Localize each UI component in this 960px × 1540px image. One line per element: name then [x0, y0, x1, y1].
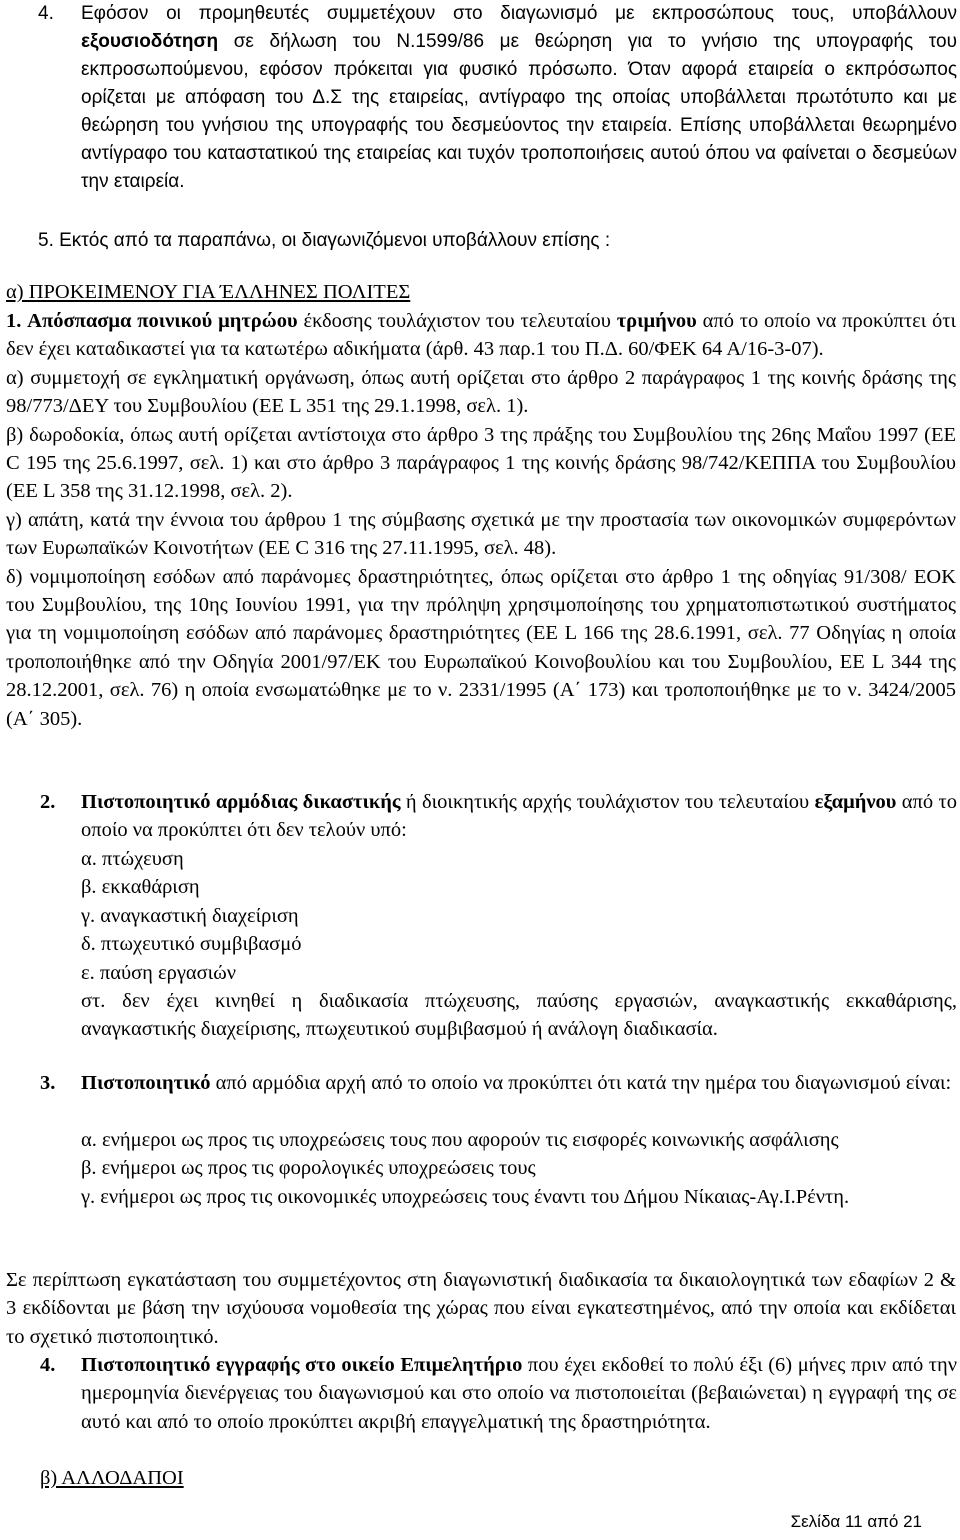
list-item: α. ενήμεροι ως προς τις υποχρεώσεις τους που αφορούν τις εισφορές κοινωνικής ασφάλισης — [81, 1129, 839, 1151]
certificate-2-text-b: από το οποίο να προκύπτει ότι δεν τελούν υπό: — [81, 791, 958, 842]
certificate-3-list — [81, 1126, 957, 1211]
certificate-3-text-a: από αρμόδια αρχή από το οποίο να προκύπτει ότι κατά την ημέρα του διαγωνισμού είναι: — [210, 1072, 952, 1094]
certificate-1-text-b: από το οποίο να προκύπτει ότι δεν έχει καταδικαστεί για τα κατωτέρω αδικήματα (άρθ. 43 παρ.1 του Π.Δ. 60/ΦΕΚ 64 Α/16-3-07). — [6, 310, 957, 361]
item-4-text-b: σε δήλωση του Ν.1599/86 με θεώρηση για το γνήσιο της υπογραφής του εκπροσωπούμενου, εφόσον πρόκειται για φυσικό πρόσωπο. Όταν αφορά εταιρεία ο εκπρόσωπος ορίζεται με απόφαση του Δ.Σ της εταιρείας, αντίγραφο της οποίας υποβάλλεται πρωτότυπο και με θεώρηση του γνήσιου της υπογραφής του δεσμεύοντος την εταιρεία. Επίσης υποβάλλεται θεωρημένο αντίγραφο του καταστατικού της εταιρείας και τυχόν τροποποιήσεις αυτού όπου να φαίνεται ο δεσμεύων την εταιρεία. — [81, 31, 957, 192]
item-5-paragraph: 5. Εκτός από τα παραπάνω, οι διαγωνιζόμενοι υποβάλλουν επίσης : — [38, 230, 611, 251]
page-footer: Σελίδα 11 από 21 — [790, 1512, 922, 1531]
list-item: γ. αναγκαστική διαχείριση — [81, 904, 299, 927]
list-item: δ. πτωχευτικό συμβιβασμό — [81, 933, 302, 956]
certificate-2-term: εξαμήνου — [814, 791, 897, 813]
certificate-2-text-a: ή διοικητικής αρχής τουλάχιστον του τελευταίου — [400, 791, 815, 813]
certificate-3-paragraph — [81, 1069, 957, 1097]
item-4-bold-term: εξουσιοδότηση — [81, 31, 219, 52]
certificate-3-number — [40, 1069, 55, 1097]
certificate-1-block — [6, 307, 956, 733]
certificate-4-title: Πιστοποιητικό εγγραφής στο οικείο Επιμελητήριο — [81, 1354, 523, 1376]
list-item: β. ενήμεροι ως προς τις φορολογικές υποχρεώσεις τους — [81, 1157, 536, 1180]
list-item: α. πτώχευση — [81, 848, 184, 870]
certificate-4-text-a: που έχει εκδοθεί το πολύ έξι (6) μήνες πριν από την ημερομηνία διενέργειας του διαγωνισμού και στο οποίο να πιστοποιείται (βεβαιώνεται) η εγγραφή της σε αυτό και από το οποίο προκύπτει ακριβή επαγγελματική της δραστηριότητα. — [81, 1354, 957, 1433]
certificate-4-number-text: 4. — [40, 1354, 56, 1376]
certificate-1-term: τριμήνου — [616, 310, 697, 332]
offence-item: δ) νομιμοποίηση εσόδων από παράνομες δραστηριότητες, όπως ορίζεται στο άρθρο 1 της οδηγίας 91/308/ ΕΟΚ του Συμβουλίου, της 10ης Ιουνίου 1991, για την πρόληψη χρησιμοποίησης του χρηματοπιστωτικού συστήματος για τη νομιμοποίηση εσόδων από παράνομες δραστηριότητες (ΕΕ L 166 της 28.6.1991, σελ. 77 Οδηγίας η οποία τροποποιήθηκε από την Οδηγία 2001/97/ΕΚ του Ευρωπαϊκού Κοινοβουλίου και του Συμβουλίου, ΕΕ L 344 της 28.12.2001, σελ. 76) η οποία ενσωματώθηκε με το ν. 2331/1995 (Α΄ 173) και τροποποιήθηκε με το ν. 3424/2005 (Α΄ 305). — [6, 565, 956, 730]
certificate-2-title: Πιστοποιητικό αρμόδιας δικαστικής — [81, 791, 401, 813]
list-item: στ. δεν έχει κινηθεί η διαδικασία πτώχευσης, παύσης εργασιών, αναγκαστικής εκκαθάρισης, αναγκαστικής διαχείρισης, πτωχευτικού συμβιβασμού ή ανάλογη διαδικασία. — [81, 990, 957, 1041]
certificate-2-number — [40, 788, 55, 816]
item-4-paragraph — [81, 0, 957, 196]
offence-item: γ) απάτη, κατά την έννοια του άρθρου 1 της σύμβασης σχετικά με την προστασία των οικονομικών συμφερόντων των Ευρωπαϊκών Κοινοτήτων (ΕΕ C 316 της 27.11.1995, σελ. 48). — [6, 508, 956, 560]
list-item: γ. ενήμεροι ως προς τις οικονομικές υποχρεώσεις τους έναντι του Δήμου Νίκαιας-Αγ.Ι.Ρέντη. — [81, 1185, 850, 1208]
certificate-4-paragraph — [81, 1351, 957, 1436]
list-item: β. εκκαθάριση — [81, 876, 200, 899]
certificate-1-paragraph — [6, 307, 956, 364]
certificate-2-list — [81, 845, 957, 1044]
certificate-1-text-a: έκδοσης τουλάχιστον του τελευταίου — [297, 310, 617, 332]
certificate-2-paragraph — [81, 788, 957, 845]
item-4-number: 4. — [38, 3, 54, 24]
list-item: ε. παύση εργασιών — [81, 961, 236, 984]
item-4-line1: Εφόσον οι προμηθευτές συμμετέχουν στο διαγωνισμό με εκπροσώπους τους, — [81, 3, 835, 24]
offence-item: β) δωροδοκία, όπως αυτή ορίζεται αντίστοιχα στο άρθρο 3 της πράξης του Συμβουλίου της 26ης Μαΐου 1997 (ΕΕ C 195 της 25.6.1997, σελ. 1) και στο άρθρο 3 παράγραφος 1 της κοινής δράσης 98/742/ΚΕΠΠΑ του Συμβουλίου (ΕΕ L 358 της 31.12.1998, σελ. 2). — [6, 423, 956, 503]
certificate-3-title: Πιστοποιητικό — [81, 1072, 211, 1094]
certificate-3-note: Σε περίπτωση εγκατάσταση του συμμετέχοντος στη διαγωνιστική διαδικασία τα δικαιολογητικά των εδαφίων 2 & 3 εκδίδονται με βάση την ισχύουσα νομοθεσία της χώρας που είναι εγκατεστημένος, από την οποία και εκδίδεται το σχετικό πιστοποιητικό. — [6, 1269, 956, 1348]
certificate-3-number-text: 3. — [40, 1072, 56, 1094]
section-b-title: β) ΑΛΛΟΔΑΠΟΙ — [40, 1467, 184, 1489]
certificate-1-number: 1. — [6, 310, 22, 332]
certificate-4-number — [40, 1351, 55, 1379]
offence-item: α) συμμετοχή σε εγκληματική οργάνωση, όπως αυτή ορίζεται στο άρθρο 2 παράγραφος 1 της κοινής δράσης της 98/773/ΔΕΥ του Συμβουλίου (ΕΕ L 351 της 29.1.1998, σελ. 1). — [6, 366, 956, 418]
certificate-2-number-text: 2. — [40, 791, 56, 813]
certificate-1-title: Απόσπασμα ποινικού μητρώου — [27, 310, 298, 332]
section-a-title: α) ΠΡΟΚΕΙΜΕΝΟΥ ΓΙΑ ΈΛΛΗΝΕΣ ΠΟΛΙΤΕΣ — [6, 281, 411, 303]
item-4-text-a: υποβάλλουν — [852, 3, 957, 24]
